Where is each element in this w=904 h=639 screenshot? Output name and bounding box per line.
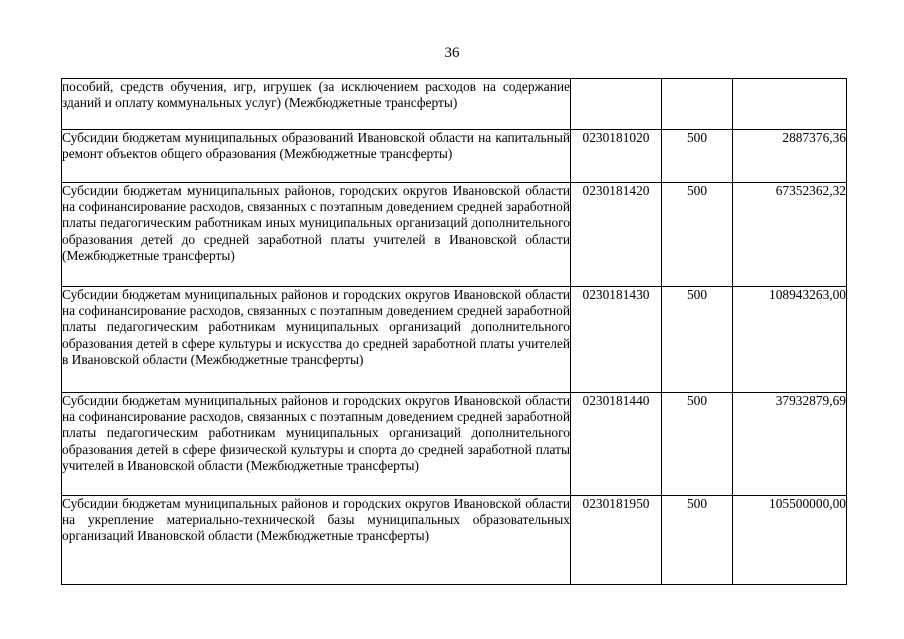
row-amount: 67352362,32 — [733, 183, 847, 287]
row-code: 0230181440 — [571, 393, 662, 496]
row-description: Субсидии бюджетам муниципальных районов и городских округов Ивановской области на софинансирование расходов, связанных с поэтапным доведением средней заработной платы педагогическим работникам муниципальных организаций дополнительного образования детей в сфере физической культуры и спорта до средней заработной платы учителей в Ивановской области (Межбюджетные трансферты) — [62, 393, 571, 496]
table-row — [62, 183, 847, 287]
row-description: Субсидии бюджетам муниципальных образований Ивановской области на капитальный ремонт объектов общего образования (Межбюджетные трансферты) — [62, 130, 571, 183]
row-description: Субсидии бюджетам муниципальных районов и городских округов Ивановской области на укрепление материально-технической базы муниципальных образовательных организаций Ивановской области (Межбюджетные трансферты) — [62, 496, 571, 585]
row-expense-type: 500 — [662, 183, 733, 287]
row-expense-type: 500 — [662, 287, 733, 393]
row-expense-type: 500 — [662, 130, 733, 183]
row-description: пособий, средств обучения, игр, игрушек (за исключением расходов на содержание зданий и оплату коммунальных услуг) (Межбюджетные трансферты) — [62, 79, 571, 130]
table-row — [62, 496, 847, 585]
row-expense-type: 500 — [662, 393, 733, 496]
row-code — [571, 79, 662, 130]
row-code: 0230181420 — [571, 183, 662, 287]
row-amount: 37932879,69 — [733, 393, 847, 496]
row-expense-type — [662, 79, 733, 130]
row-amount: 108943263,00 — [733, 287, 847, 393]
table-row — [62, 287, 847, 393]
row-expense-type: 500 — [662, 496, 733, 585]
row-amount — [733, 79, 847, 130]
row-amount: 105500000,00 — [733, 496, 847, 585]
row-code: 0230181430 — [571, 287, 662, 393]
row-code: 0230181950 — [571, 496, 662, 585]
row-description: Субсидии бюджетам муниципальных районов, городских округов Ивановской области на софинансирование расходов, связанных с поэтапным доведением средней заработной платы педагогическим работникам иных муниципальных организаций дополнительного образования детей до средней заработной платы учителей в Ивановской области (Межбюджетные трансферты) — [62, 183, 571, 287]
row-code: 0230181020 — [571, 130, 662, 183]
row-amount: 2887376,36 — [733, 130, 847, 183]
table-row — [62, 79, 847, 130]
page-number: 36 — [444, 45, 460, 61]
budget-table — [61, 78, 847, 585]
table-row — [62, 130, 847, 183]
row-description: Субсидии бюджетам муниципальных районов и городских округов Ивановской области на софинансирование расходов, связанных с поэтапным доведением средней заработной платы педагогическим работникам муниципальных организаций дополнительного образования детей в сфере культуры и искусства до средней заработной платы учителей в Ивановской области (Межбюджетные трансферты) — [62, 287, 571, 393]
table-row — [62, 393, 847, 496]
